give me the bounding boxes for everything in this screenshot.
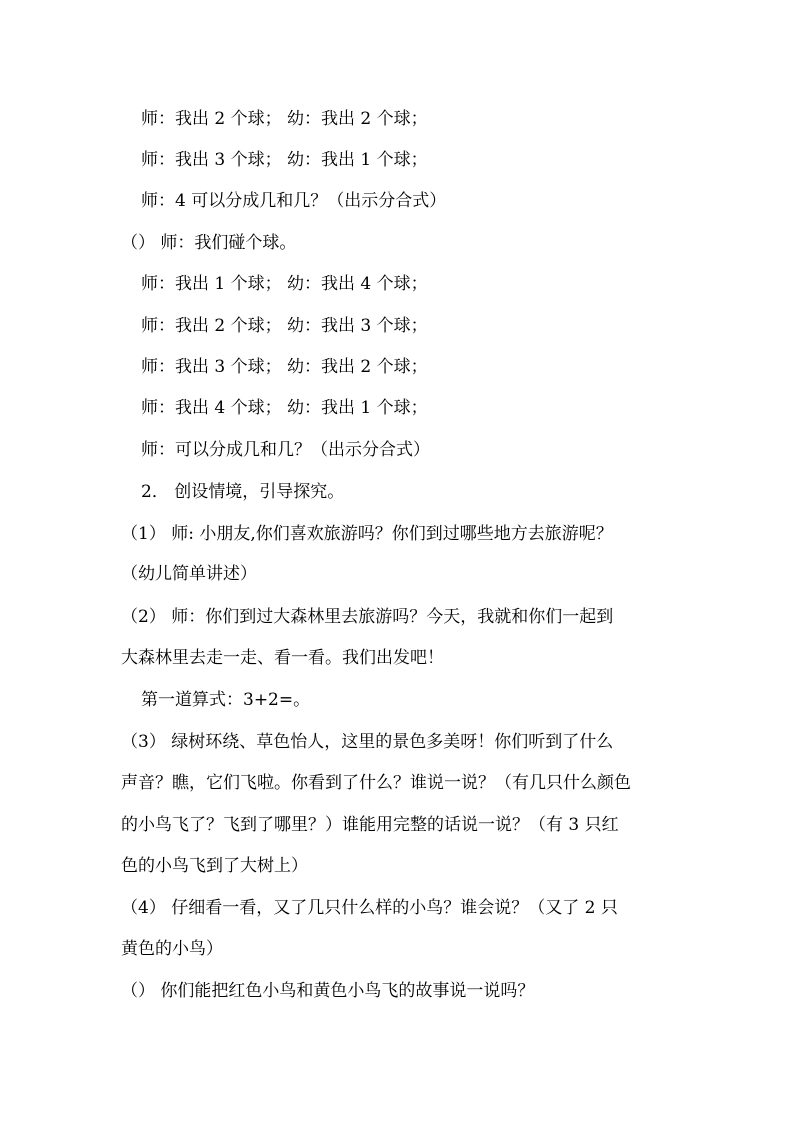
- text-line: 师：我出 3 个球； 幼：我出 2 个球；: [141, 357, 428, 377]
- text-line: 师：我出 4 个球； 幼：我出 1 个球；: [141, 398, 428, 418]
- text-line: 师：我出 2 个球； 幼：我出 3 个球；: [141, 316, 428, 336]
- text-line: 师：我出 3 个球； 幼：我出 1 个球；: [141, 150, 428, 170]
- text-line: 声音？瞧，它们飞啦。你看到了什么？谁说一说？（有几只什么颜色: [121, 773, 631, 793]
- text-line: （1） 师: 小朋友,你们喜欢旅游吗？你们到过哪些地方去旅游呢？: [121, 524, 613, 544]
- text-line: 师：可以分成几和几？（出示分合式）: [141, 440, 430, 460]
- text-line: （幼儿简单讲述）: [121, 564, 257, 584]
- text-line: 色的小鸟飞到了大树上）: [121, 856, 308, 876]
- section-heading: 2． 创设情境，引导探究。: [141, 482, 345, 502]
- text-line: 师：我出 1 个球； 幼：我出 4 个球；: [141, 274, 428, 294]
- text-line: 师：4 可以分成几和几？（出示分合式）: [141, 191, 447, 211]
- text-line: （） 你们能把红色小鸟和黄色小鸟飞的故事说一说吗？: [121, 981, 535, 1001]
- text-line: 大森林里去走一走、看一看。我们出发吧！: [121, 648, 444, 668]
- text-line: 的小鸟飞了？飞到了哪里？）谁能用完整的话说一说？（有 3 只红: [121, 815, 619, 835]
- text-line: 师：我出 2 个球； 幼：我出 2 个球；: [141, 109, 428, 129]
- text-line: 第一道算式：3+2=。: [141, 690, 311, 710]
- text-line: （） 师：我们碰个球。: [121, 233, 297, 253]
- text-line: （3） 绿树环绕、草色怡人，这里的景色多美呀！你们听到了什么: [121, 732, 614, 752]
- text-line: 黄色的小鸟）: [121, 939, 223, 959]
- text-line: （4） 仔细看一看，又了几只什么样的小鸟？谁会说？（又了 2 只: [121, 898, 618, 918]
- text-line: （2） 师：你们到过大森林里去旅游吗？今天，我就和你们一起到: [121, 607, 614, 627]
